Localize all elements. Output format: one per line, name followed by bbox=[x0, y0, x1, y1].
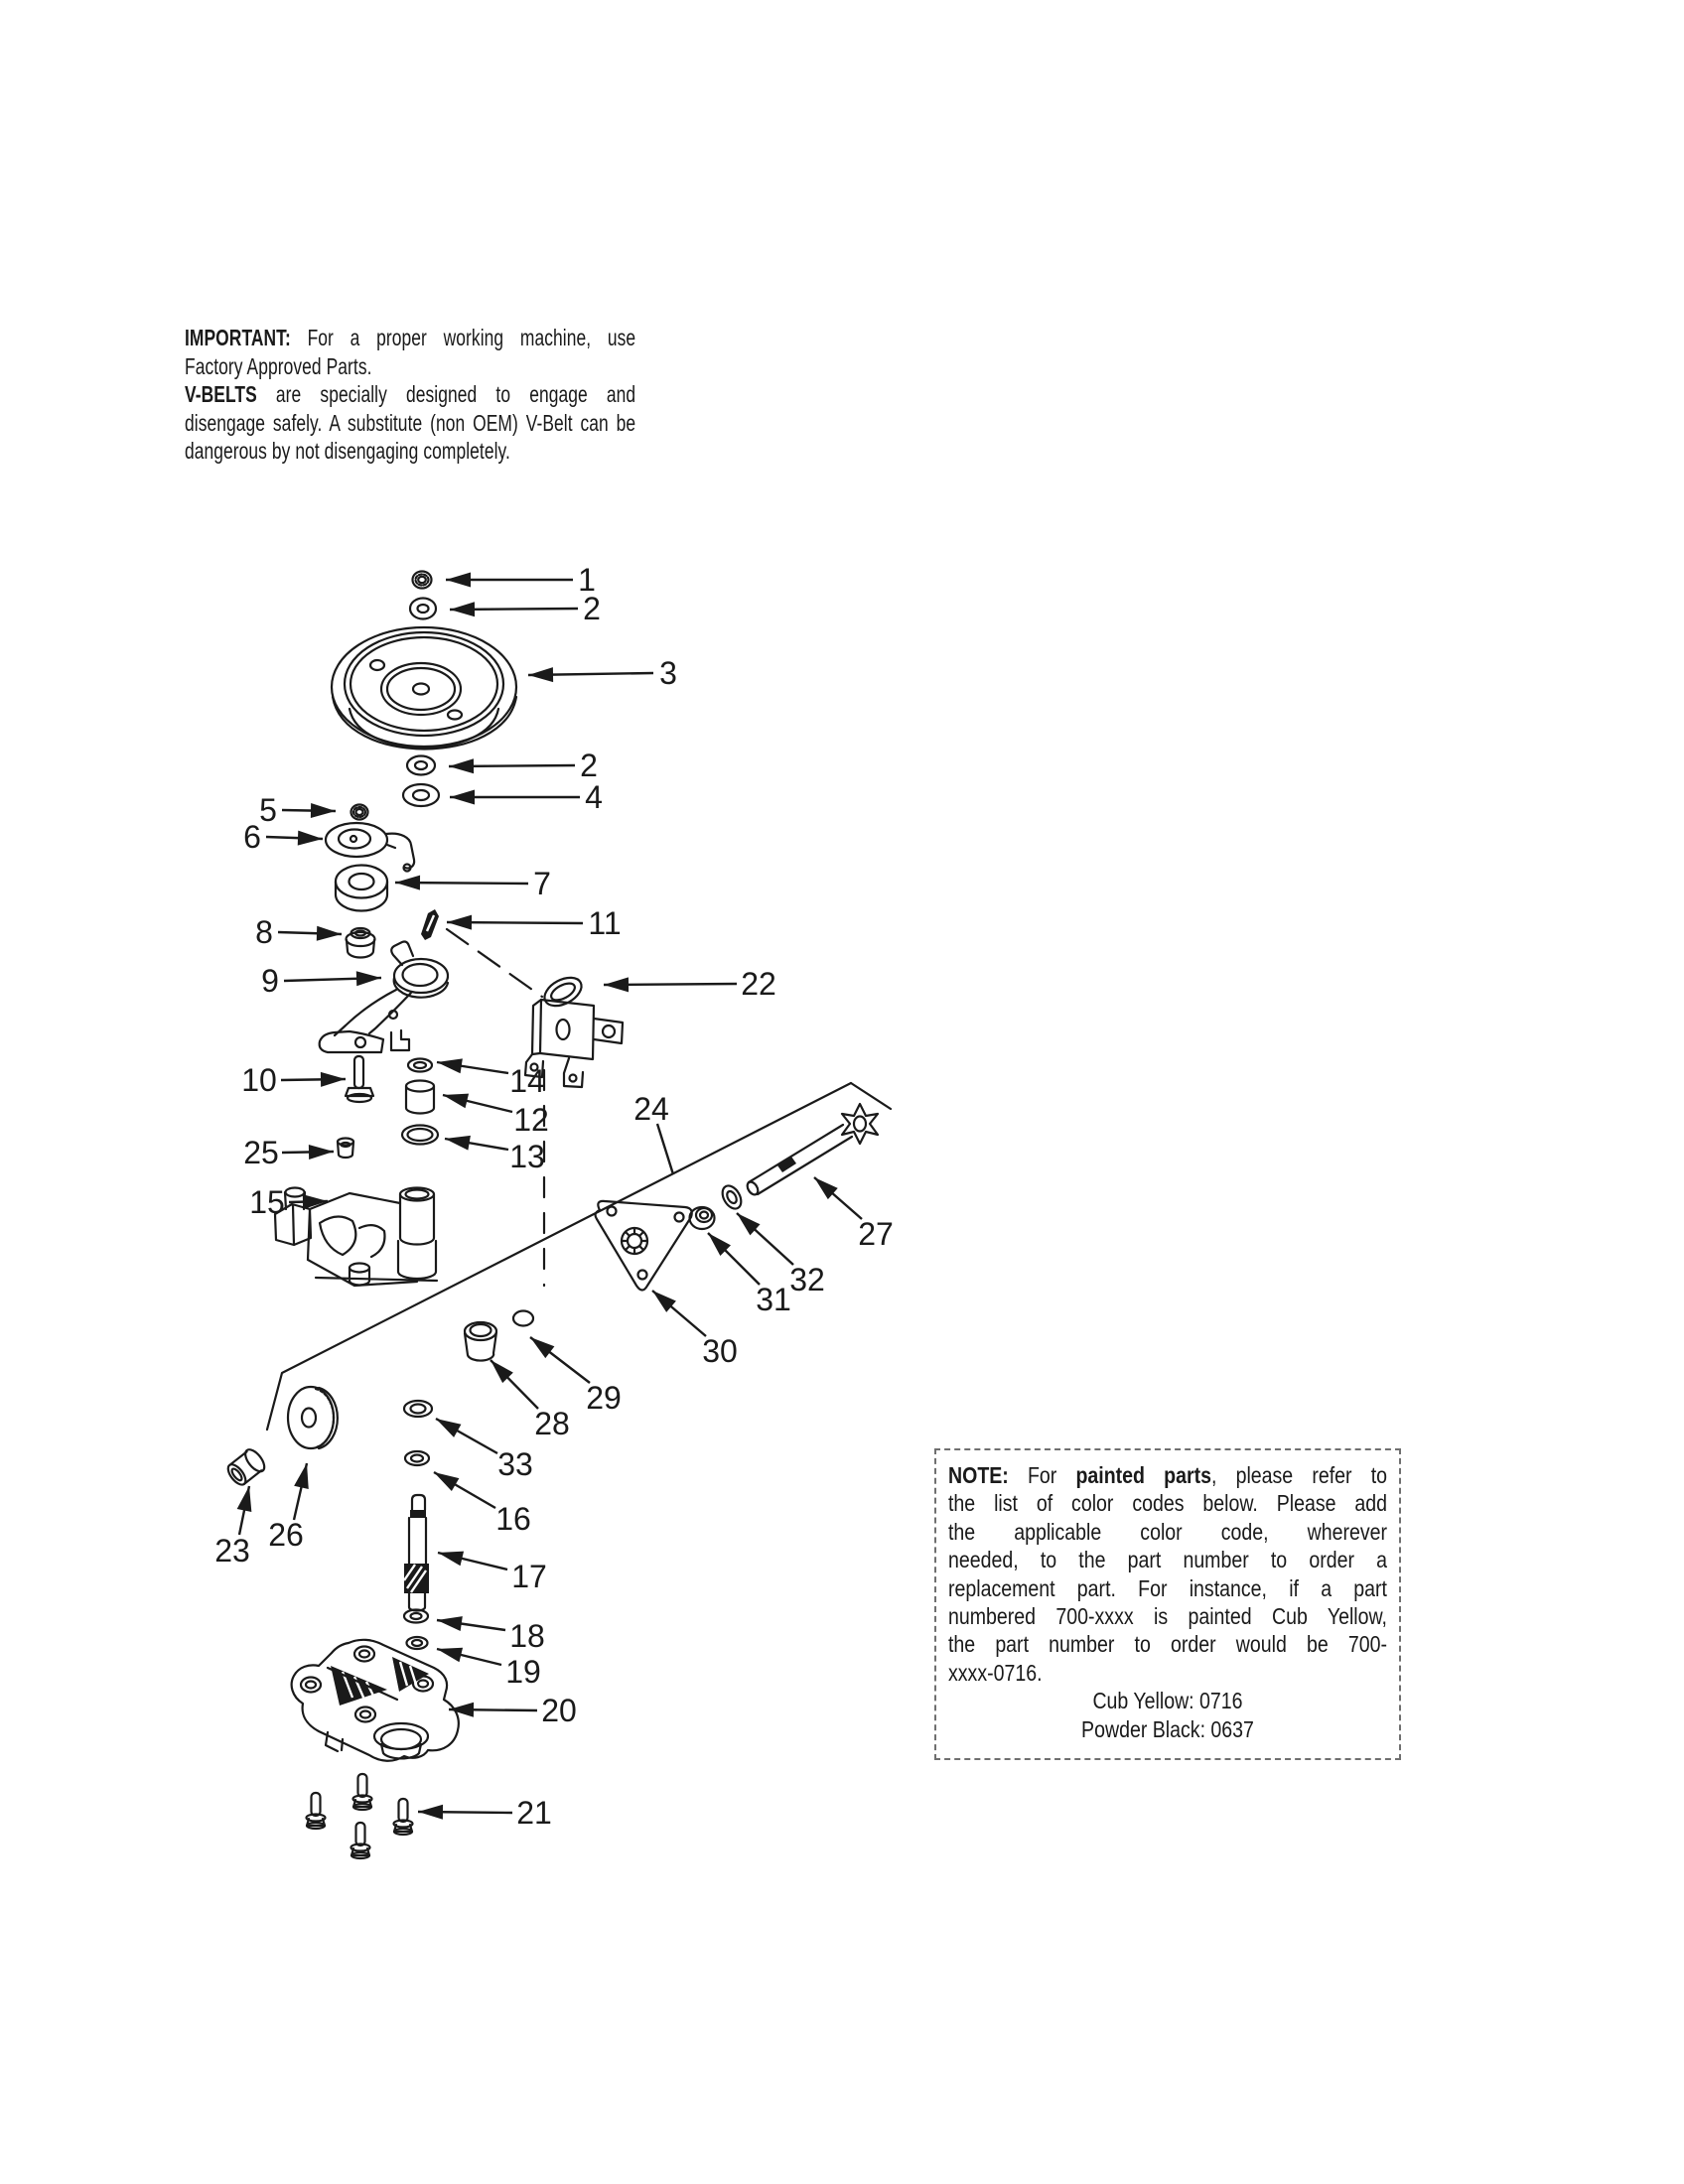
warning-text: For a proper working machine, use bbox=[290, 325, 636, 350]
callout-label-1: 1 bbox=[578, 562, 596, 598]
callout-arrowhead-13 bbox=[445, 1136, 471, 1151]
part-washer-33 bbox=[404, 1401, 432, 1417]
part-o-ring bbox=[513, 1311, 533, 1326]
callout-arrowhead-3 bbox=[528, 667, 553, 682]
warning-text: Factory Approved Parts. bbox=[185, 352, 372, 379]
callout-1 bbox=[446, 562, 596, 598]
part-lock-nut bbox=[351, 805, 368, 820]
callout-33 bbox=[436, 1419, 533, 1482]
callout-label-14: 14 bbox=[509, 1063, 545, 1099]
callout-label-10: 10 bbox=[241, 1062, 277, 1098]
frame-edge-lines bbox=[267, 1083, 891, 1430]
part-cam-lever bbox=[326, 823, 414, 872]
callout-arrowhead-26 bbox=[294, 1463, 309, 1489]
callout-30 bbox=[652, 1291, 738, 1369]
screw-icon bbox=[351, 1823, 370, 1858]
color-code-note-box bbox=[934, 1448, 1401, 1760]
callout-label-18: 18 bbox=[509, 1618, 545, 1654]
callout-label-27: 27 bbox=[858, 1216, 894, 1252]
screw-icon bbox=[394, 1799, 413, 1835]
callout-12 bbox=[443, 1094, 549, 1138]
note-line: numbered 700-xxxx is painted Cub Yellow, bbox=[948, 1603, 1387, 1630]
callout-label-16: 16 bbox=[495, 1501, 531, 1537]
callout-leader-24 bbox=[657, 1124, 673, 1174]
callout-label-25: 25 bbox=[243, 1135, 279, 1170]
note-line: the list of color codes below. Please add bbox=[948, 1490, 1387, 1517]
part-thrust-washer bbox=[719, 1182, 745, 1212]
part-plug bbox=[338, 1139, 353, 1159]
warning-text: are specially designed to engage and bbox=[256, 381, 636, 407]
warning-text: dangerous by not disengaging completely. bbox=[185, 438, 510, 464]
note-text: For bbox=[1008, 1462, 1076, 1488]
callout-arrowhead-19 bbox=[437, 1648, 463, 1663]
callout-2 bbox=[449, 748, 598, 783]
callout-31 bbox=[708, 1233, 791, 1317]
note-bold: NOTE: bbox=[948, 1462, 1009, 1488]
part-retaining-ring bbox=[408, 1059, 432, 1072]
part-worm-shaft bbox=[404, 1495, 429, 1611]
callout-arrowhead-2 bbox=[449, 758, 474, 773]
callout-label-31: 31 bbox=[756, 1282, 791, 1317]
callout-26 bbox=[268, 1463, 309, 1553]
part-flat-washer bbox=[403, 784, 439, 806]
callout-arrowhead-14 bbox=[437, 1058, 463, 1073]
note-bold: painted parts bbox=[1075, 1462, 1211, 1488]
note-line: the part number to order would be 700- bbox=[948, 1631, 1387, 1658]
callout-arrowhead-23 bbox=[237, 1486, 252, 1512]
callout-20 bbox=[449, 1693, 577, 1728]
callout-label-13: 13 bbox=[509, 1139, 545, 1174]
callout-label-11: 11 bbox=[588, 905, 622, 941]
part-worm-wheel bbox=[288, 1387, 338, 1448]
callout-label-8: 8 bbox=[255, 914, 273, 950]
note-line: needed, to the part number to order a bbox=[948, 1547, 1387, 1573]
callout-label-23: 23 bbox=[214, 1533, 250, 1569]
screw-icon bbox=[307, 1793, 326, 1829]
callout-9 bbox=[261, 963, 381, 999]
callout-10 bbox=[241, 1062, 346, 1098]
callout-arrowhead-10 bbox=[321, 1072, 346, 1087]
callout-5 bbox=[259, 792, 336, 828]
callout-arrowhead-20 bbox=[449, 1703, 474, 1717]
callout-arrowhead-17 bbox=[438, 1552, 464, 1567]
callout-13 bbox=[445, 1136, 545, 1174]
callout-arrowhead-1 bbox=[446, 573, 471, 588]
part-sealing-ring bbox=[402, 1126, 438, 1145]
warning-bold: V-BELTS bbox=[185, 381, 257, 407]
part-bearing bbox=[336, 866, 387, 911]
callout-3 bbox=[528, 655, 677, 691]
callout-arrowhead-18 bbox=[437, 1616, 463, 1631]
callout-label-9: 9 bbox=[261, 963, 279, 999]
callout-arrowhead-25 bbox=[309, 1145, 334, 1160]
callout-7 bbox=[395, 866, 551, 901]
callout-arrowhead-11 bbox=[447, 915, 472, 930]
callout-layer bbox=[214, 562, 894, 1831]
callout-arrowhead-8 bbox=[317, 926, 342, 941]
callout-8 bbox=[255, 914, 342, 950]
callout-label-19: 19 bbox=[505, 1654, 541, 1690]
callout-label-5: 5 bbox=[259, 792, 277, 828]
color-code-cub-yellow: Cub Yellow: 0716 bbox=[1092, 1688, 1243, 1714]
color-code-powder-black: Powder Black: 0637 bbox=[1081, 1715, 1254, 1742]
callout-14 bbox=[437, 1058, 545, 1099]
callout-label-28: 28 bbox=[534, 1406, 570, 1441]
callout-arrowhead-12 bbox=[443, 1094, 469, 1109]
callout-label-30: 30 bbox=[702, 1333, 738, 1369]
callout-label-29: 29 bbox=[586, 1380, 622, 1416]
callout-23 bbox=[214, 1486, 251, 1569]
callout-arrowhead-4 bbox=[450, 790, 475, 805]
part-washer-upper bbox=[410, 599, 436, 619]
callout-17 bbox=[438, 1552, 547, 1594]
part-shoulder-bolt bbox=[346, 1056, 373, 1102]
note-line bbox=[948, 1461, 1387, 1489]
part-housing-cover bbox=[292, 1640, 459, 1761]
part-pin bbox=[421, 909, 439, 940]
callout-11 bbox=[447, 905, 622, 941]
callout-arrowhead-29 bbox=[530, 1337, 554, 1358]
callout-24 bbox=[633, 1091, 673, 1174]
callout-arrowhead-33 bbox=[436, 1419, 461, 1437]
callout-label-33: 33 bbox=[497, 1446, 533, 1482]
callout-label-24: 24 bbox=[633, 1091, 669, 1127]
callout-arrowhead-22 bbox=[604, 977, 629, 992]
callout-label-3: 3 bbox=[659, 655, 677, 691]
part-idler-lever bbox=[320, 942, 448, 1053]
note-line: replacement part. For instance, if a part bbox=[948, 1574, 1387, 1601]
part-shoulder-bushing bbox=[465, 1322, 496, 1361]
callout-label-6: 6 bbox=[243, 819, 261, 855]
callout-label-12: 12 bbox=[513, 1102, 549, 1138]
color-code-note-text bbox=[948, 1461, 1387, 1743]
callout-27 bbox=[814, 1177, 894, 1252]
callout-21 bbox=[418, 1795, 552, 1831]
part-triangular-plate bbox=[596, 1201, 692, 1291]
part-washer-16 bbox=[405, 1451, 429, 1465]
callout-label-4: 4 bbox=[585, 779, 603, 815]
warning-text: disengage safely. A substitute (non OEM) V-Belt can be bbox=[185, 409, 636, 436]
callout-label-26: 26 bbox=[268, 1517, 304, 1553]
note-text: , please refer to bbox=[1210, 1462, 1388, 1488]
part-screws bbox=[307, 1774, 413, 1858]
callout-25 bbox=[243, 1135, 334, 1170]
callout-arrowhead-6 bbox=[298, 831, 323, 846]
part-shaft-bushing bbox=[690, 1207, 715, 1229]
part-washer-lower bbox=[407, 756, 435, 775]
part-flange-bushing bbox=[224, 1446, 268, 1488]
part-spacer-bushing bbox=[347, 928, 375, 958]
callout-4 bbox=[450, 779, 603, 815]
callout-22 bbox=[604, 966, 776, 1002]
callout-label-20: 20 bbox=[541, 1693, 577, 1728]
note-line: xxxx-0716. bbox=[948, 1659, 1043, 1686]
warning-bold: IMPORTANT: bbox=[185, 325, 291, 350]
callout-arrowhead-5 bbox=[311, 803, 336, 818]
callout-label-21: 21 bbox=[516, 1795, 552, 1831]
part-pulley bbox=[332, 627, 516, 750]
part-shaft-with-sprocket bbox=[745, 1104, 878, 1196]
callout-6 bbox=[243, 819, 323, 855]
callout-19 bbox=[437, 1648, 541, 1690]
callout-arrowhead-7 bbox=[395, 876, 420, 890]
callout-label-22: 22 bbox=[741, 966, 776, 1002]
callout-label-32: 32 bbox=[789, 1262, 825, 1297]
part-washer-19 bbox=[407, 1637, 428, 1649]
part-flange-nut bbox=[413, 572, 432, 589]
callout-arrowhead-2 bbox=[450, 602, 475, 616]
note-line: the applicable color code, wherever bbox=[948, 1518, 1387, 1545]
callout-label-2: 2 bbox=[583, 591, 601, 626]
callout-label-2: 2 bbox=[580, 748, 598, 783]
part-spacer-sleeve bbox=[406, 1081, 434, 1114]
callout-label-17: 17 bbox=[511, 1559, 547, 1594]
callout-arrowhead-16 bbox=[434, 1472, 459, 1491]
screw-icon bbox=[353, 1774, 372, 1810]
callout-label-7: 7 bbox=[533, 866, 551, 901]
callout-label-15: 15 bbox=[249, 1184, 285, 1220]
callout-arrowhead-9 bbox=[356, 971, 381, 986]
callout-arrowhead-21 bbox=[418, 1805, 443, 1820]
callout-28 bbox=[491, 1360, 570, 1441]
callout-29 bbox=[530, 1337, 622, 1416]
